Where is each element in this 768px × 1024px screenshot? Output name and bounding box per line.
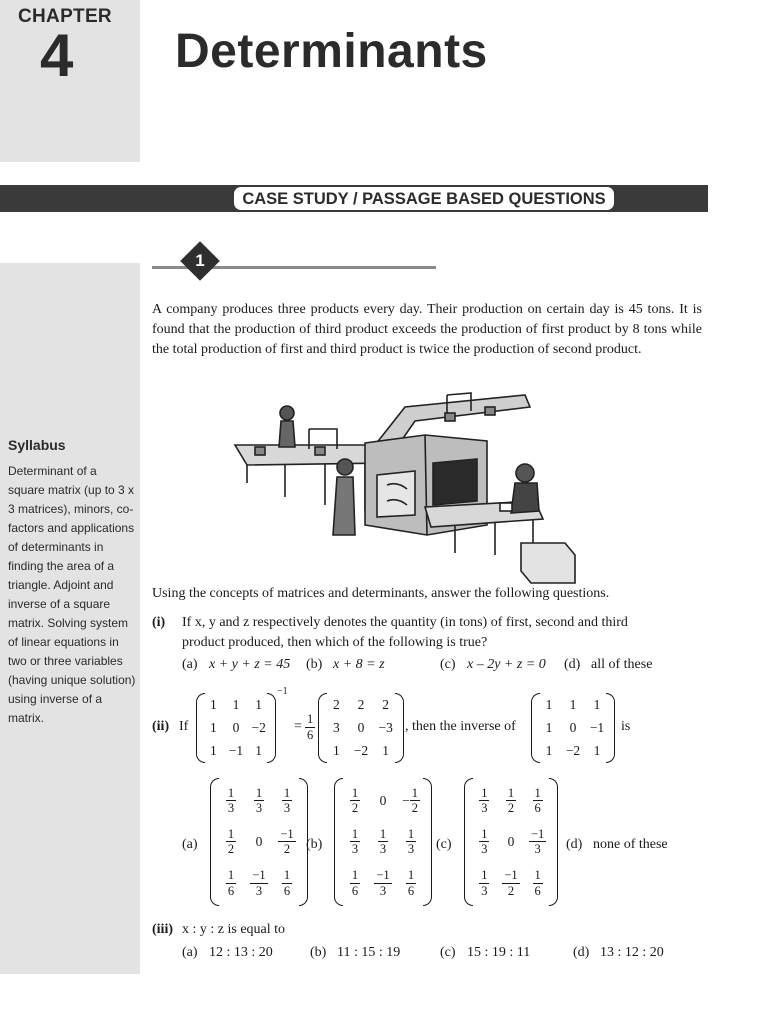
q2-frac-num: 1: [307, 712, 314, 726]
q3-text: x : y : z is equal to: [182, 922, 286, 937]
matrix-entry: 0: [507, 833, 515, 849]
matrix-entry: 3: [332, 719, 340, 735]
matrix-entry: 1 6: [227, 868, 235, 898]
q3-opt-b: 11 : 15 : 19: [337, 945, 401, 960]
q3-opt-b-label: (b): [310, 945, 327, 960]
q2-opt-a-label: (a): [182, 837, 198, 852]
matrix-entry: −1 3: [252, 868, 266, 898]
matrix-entry: 1 3: [407, 826, 415, 857]
q1-opt-c-label: (c): [440, 657, 456, 672]
matrix-entry: 0: [379, 792, 387, 808]
matrix-entry: 1: [545, 696, 553, 712]
matrix-entry: 1: [545, 719, 553, 735]
q1-opt-a-label: (a): [182, 657, 198, 672]
q1-text-line1: If x, y and z respectively denotes the quantity (in tons) of first, second and third: [182, 615, 628, 630]
matrix-entry: 2: [382, 696, 390, 712]
syllabus-body: Determinant of a square matrix (up to 3 x 3 matrices), minors, co-factors and applications of determinants in finding the area of a triangle. Adjoint and inverse of a square matrix. Solving system of linear equations in two or three variables (having unique solution) using inverse of a matrix.: [8, 464, 136, 725]
option-b-entries: [341, 780, 425, 904]
factory-conveyor-illustration: [225, 385, 585, 585]
matrix-entry: 1 6: [534, 785, 541, 816]
q2-equals: =: [294, 719, 302, 734]
q2-opt-c-label: (c): [436, 837, 452, 852]
option-b-matrix: [334, 778, 432, 906]
matrix-entry: 0: [569, 719, 577, 735]
q3-opt-c-label: (c): [440, 945, 456, 960]
matrix-entry: 1 3: [481, 826, 488, 857]
matrix-entry: 1 6: [407, 868, 415, 898]
matrix-entry: 1: [593, 743, 601, 759]
q1-label: (i): [152, 615, 166, 630]
matrix-a: [196, 693, 276, 763]
q1-text-line2: product produced, then which of the following is true?: [182, 635, 488, 650]
question-number: 1: [195, 251, 205, 270]
passage-text: A company produces three products every day. Their production on certain day is 45 tons. It is found that the production of third product exceeds the production of first product by 8 tons while the total production of first and third product is twice the production of second product.: [152, 302, 702, 357]
q3-opt-a: 12 : 13 : 20: [209, 945, 273, 960]
q1-opt-c: x – 2y + z = 0: [467, 657, 546, 672]
matrix-entry: −1 3: [531, 826, 545, 857]
q3-opt-d: 13 : 12 : 20: [600, 945, 664, 960]
q3-opt-a-label: (a): [182, 945, 198, 960]
q2-end-text: is: [621, 719, 631, 734]
matrix-entry: −2: [251, 719, 266, 735]
matrix-entry: −2: [565, 743, 581, 759]
q2-opt-d-label: (d): [566, 837, 583, 852]
matrix-entry: 1 3: [481, 785, 488, 816]
q3-label: (iii): [152, 922, 173, 937]
chapter-box: [0, 0, 140, 162]
q3-opt-c: 15 : 19 : 11: [467, 945, 531, 960]
matrix-entry: 1: [255, 696, 263, 712]
matrix-entry: 1 6: [534, 868, 541, 898]
matrix-b: [318, 693, 404, 763]
matrix-entry: 1: [232, 696, 240, 712]
q1-opt-d: all of these: [591, 657, 653, 672]
matrix-entry: 1 3: [379, 826, 387, 857]
q2-fraction: [305, 713, 315, 741]
matrix-entry: 2: [357, 696, 365, 712]
chapter-label: CHAPTER: [18, 6, 112, 27]
instructions: Using the concepts of matrices and determinants, answer the following questions.: [152, 586, 610, 601]
matrix-entry: 1: [255, 743, 263, 759]
page-title: Determinants: [175, 25, 488, 78]
matrix-entry: 1 2: [227, 826, 235, 857]
matrix-entry: 1: [545, 743, 553, 759]
q1-opt-b: x + 8 = z: [333, 657, 385, 672]
matrix-entry: 1: [209, 719, 217, 735]
matrix-a-entries: [202, 693, 270, 763]
matrix-entry: 1 6: [283, 868, 291, 898]
matrix-entry: −1 3: [376, 868, 390, 898]
q2-opt-d: none of these: [593, 837, 668, 852]
q2-if: If: [179, 719, 189, 734]
matrix-entry: −1: [589, 719, 605, 735]
q3-opt-d-label: (d): [573, 945, 590, 960]
q2-label: (ii): [152, 719, 170, 734]
matrix-entry: −2: [353, 743, 369, 759]
option-c-matrix: [464, 778, 558, 906]
syllabus-title: Syllabus: [8, 437, 66, 453]
q1-opt-a: x + y + z = 45: [209, 657, 291, 672]
matrix-b-entries: [324, 693, 398, 763]
matrix-entry: 1: [382, 743, 390, 759]
matrix-entry: 1 3: [351, 826, 359, 857]
matrix-entry: 1 3: [481, 868, 488, 898]
q2-mid-text: , then the inverse of: [405, 719, 516, 734]
matrix-entry: 1: [593, 696, 601, 712]
matrix-entry: 1: [209, 743, 217, 759]
matrix-entry: 1 3: [283, 785, 291, 816]
q1-opt-d-label: (d): [564, 657, 581, 672]
q1-opt-b-label: (b): [306, 657, 323, 672]
matrix-entry: 1: [209, 696, 217, 712]
matrix-c-entries: [537, 693, 609, 763]
matrix-entry: −1 2: [504, 868, 518, 898]
option-c-entries: [471, 780, 551, 904]
section-banner: CASE STUDY / PASSAGE BASED QUESTIONS: [232, 185, 616, 212]
q2-opt-b-label: (b): [306, 837, 323, 852]
matrix-entry: 1 3: [255, 785, 263, 816]
chapter-number: 4: [40, 22, 74, 89]
matrix-entry: 2: [332, 696, 340, 712]
matrix-entry: 1 2: [351, 785, 359, 816]
matrix-c: [531, 693, 615, 763]
matrix-entry: 1 6: [351, 868, 359, 898]
matrix-entry: 0: [357, 719, 365, 735]
q2-inverse-exponent: −1: [277, 686, 288, 697]
matrix-entry: 1 3: [227, 785, 235, 816]
option-a-entries: [217, 780, 301, 904]
matrix-entry: − $\frac{1}{2}$: [402, 785, 418, 816]
matrix-entry: 1 2: [507, 785, 515, 816]
matrix-entry: 0: [232, 719, 240, 735]
option-a-matrix: [210, 778, 308, 906]
matrix-entry: 0: [255, 833, 263, 849]
matrix-entry: 1: [332, 743, 340, 759]
matrix-entry: 1: [569, 696, 577, 712]
q2-frac-den: 6: [307, 727, 314, 742]
matrix-entry: −3: [378, 719, 393, 735]
matrix-entry: −1 2: [280, 826, 294, 857]
matrix-entry: −1: [228, 743, 244, 759]
